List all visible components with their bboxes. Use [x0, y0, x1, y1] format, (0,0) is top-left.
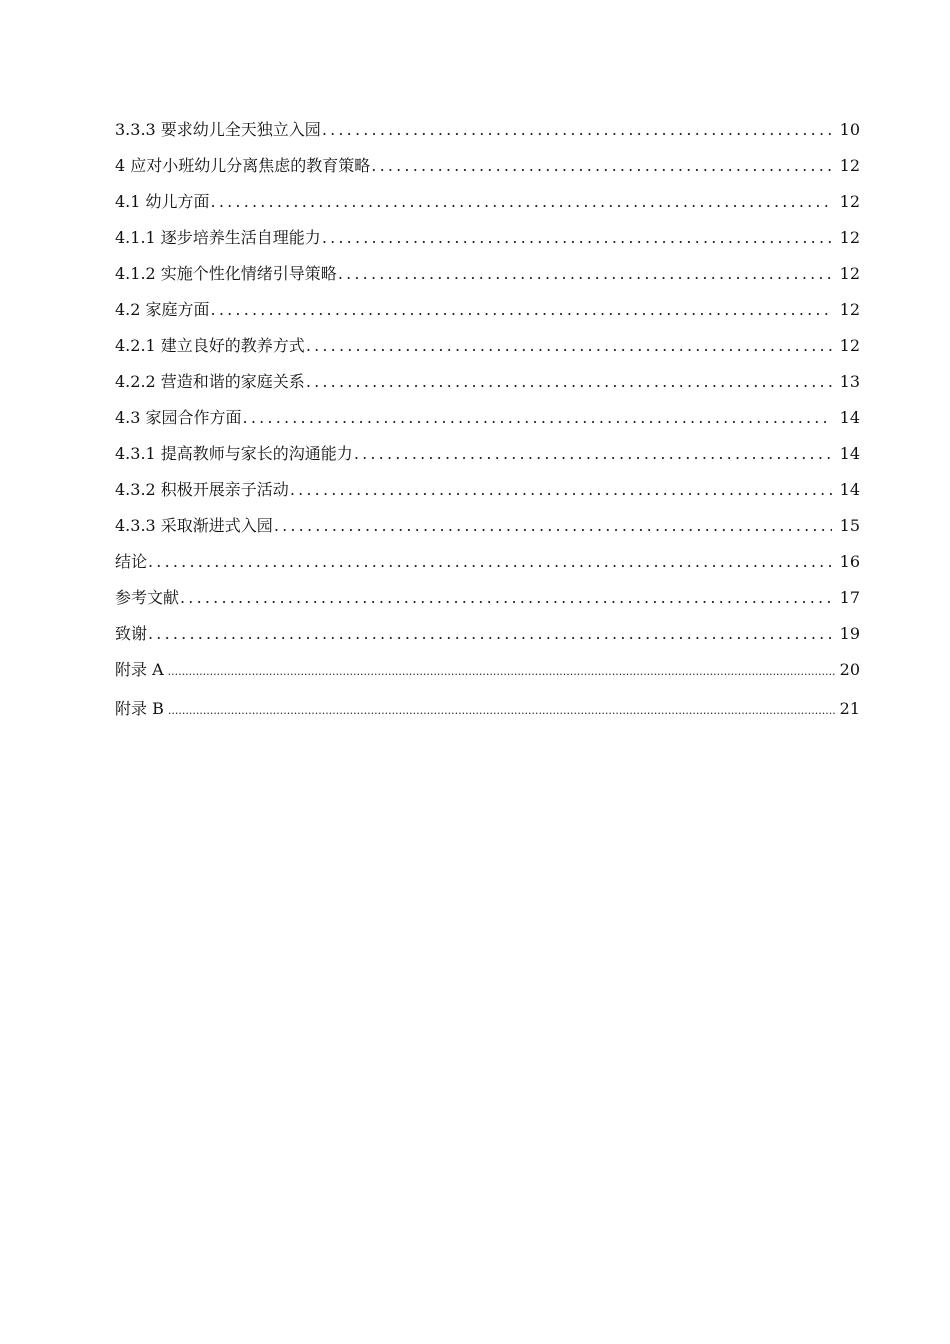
toc-leader-dots [148, 622, 832, 646]
toc-entry[interactable] [115, 550, 860, 586]
toc-entry-title: 4.1.1 逐步培养生活自理能力 [115, 228, 321, 247]
toc-entry-title: 4.3.2 积极开展亲子活动 [115, 480, 289, 499]
toc-entry-title: 4.3.3 采取渐进式入园 [115, 516, 273, 535]
toc-leader-dots [148, 550, 832, 574]
toc-entry[interactable] [115, 514, 860, 550]
toc-leader-dots [290, 478, 832, 502]
toc-entry-title: 4.3.1 提高教师与家长的沟通能力 [115, 444, 353, 463]
toc-leader-dots [338, 262, 832, 286]
toc-entry[interactable] [115, 118, 860, 154]
toc-leader-dots [306, 370, 832, 394]
toc-entry-page: 12 [839, 264, 860, 283]
toc-leader-dots [168, 660, 835, 684]
toc-entry[interactable] [115, 658, 860, 697]
toc-leader-dots [322, 118, 832, 142]
toc-entry-title: 3.3.3 要求幼儿全天独立入园 [115, 120, 321, 139]
toc-entry-page: 20 [839, 660, 860, 679]
toc-entry-page: 14 [839, 408, 860, 427]
toc-entry-page: 12 [839, 192, 860, 211]
toc-leader-dots [243, 406, 832, 430]
toc-entry-title: 4.1.2 实施个性化情绪引导策略 [115, 264, 337, 283]
toc-entry-page: 10 [839, 120, 860, 139]
toc-entry-page: 12 [839, 300, 860, 319]
toc-entry-title: 参考文献 [115, 588, 180, 607]
toc-entry-title: 附录 A [115, 660, 164, 679]
toc-entry[interactable] [115, 334, 860, 370]
toc-entry-page: 12 [839, 228, 860, 247]
toc-entry[interactable] [115, 226, 860, 262]
toc-entry-page: 21 [839, 699, 860, 718]
toc-leader-dots [354, 442, 832, 466]
toc-leader-dots [180, 586, 832, 610]
toc-leader-dots [306, 334, 832, 358]
toc-leader-dots [322, 226, 832, 250]
toc-entry-page: 14 [839, 444, 860, 463]
toc-entry-title: 4.3 家园合作方面 [115, 408, 242, 427]
toc-entry-page: 17 [839, 588, 860, 607]
toc-entry[interactable] [115, 622, 860, 658]
toc-entry-title: 4.2.1 建立良好的教养方式 [115, 336, 305, 355]
toc-entry-title: 4.1 幼儿方面 [115, 192, 210, 211]
toc-entry[interactable] [115, 370, 860, 406]
toc-entry-title: 致谢 [115, 624, 148, 643]
toc-entry-title: 4.2.2 营造和谐的家庭关系 [115, 372, 305, 391]
table-of-contents [115, 118, 860, 736]
toc-entry-page: 16 [839, 552, 860, 571]
toc-entry-page: 19 [839, 624, 860, 643]
toc-entry-title: 4.2 家庭方面 [115, 300, 210, 319]
toc-entry-title: 结论 [115, 552, 148, 571]
toc-leader-dots [371, 154, 832, 178]
toc-entry-page: 14 [839, 480, 860, 499]
toc-leader-dots [168, 699, 835, 723]
toc-entry-page: 15 [839, 516, 860, 535]
toc-entry[interactable] [115, 154, 860, 190]
toc-entry[interactable] [115, 478, 860, 514]
toc-entry[interactable] [115, 262, 860, 298]
toc-entry[interactable] [115, 190, 860, 226]
toc-leader-dots [211, 190, 832, 214]
toc-entry[interactable] [115, 406, 860, 442]
toc-entry-title: 4 应对小班幼儿分离焦虑的教育策略 [115, 156, 371, 175]
toc-entry[interactable] [115, 298, 860, 334]
toc-entry[interactable] [115, 442, 860, 478]
toc-entry-page: 12 [839, 336, 860, 355]
toc-leader-dots [274, 514, 832, 538]
toc-entry[interactable] [115, 697, 860, 736]
toc-entry[interactable] [115, 586, 860, 622]
toc-entry-page: 12 [839, 156, 860, 175]
toc-leader-dots [211, 298, 832, 322]
toc-entry-title: 附录 B [115, 699, 164, 718]
toc-entry-page: 13 [839, 372, 860, 391]
